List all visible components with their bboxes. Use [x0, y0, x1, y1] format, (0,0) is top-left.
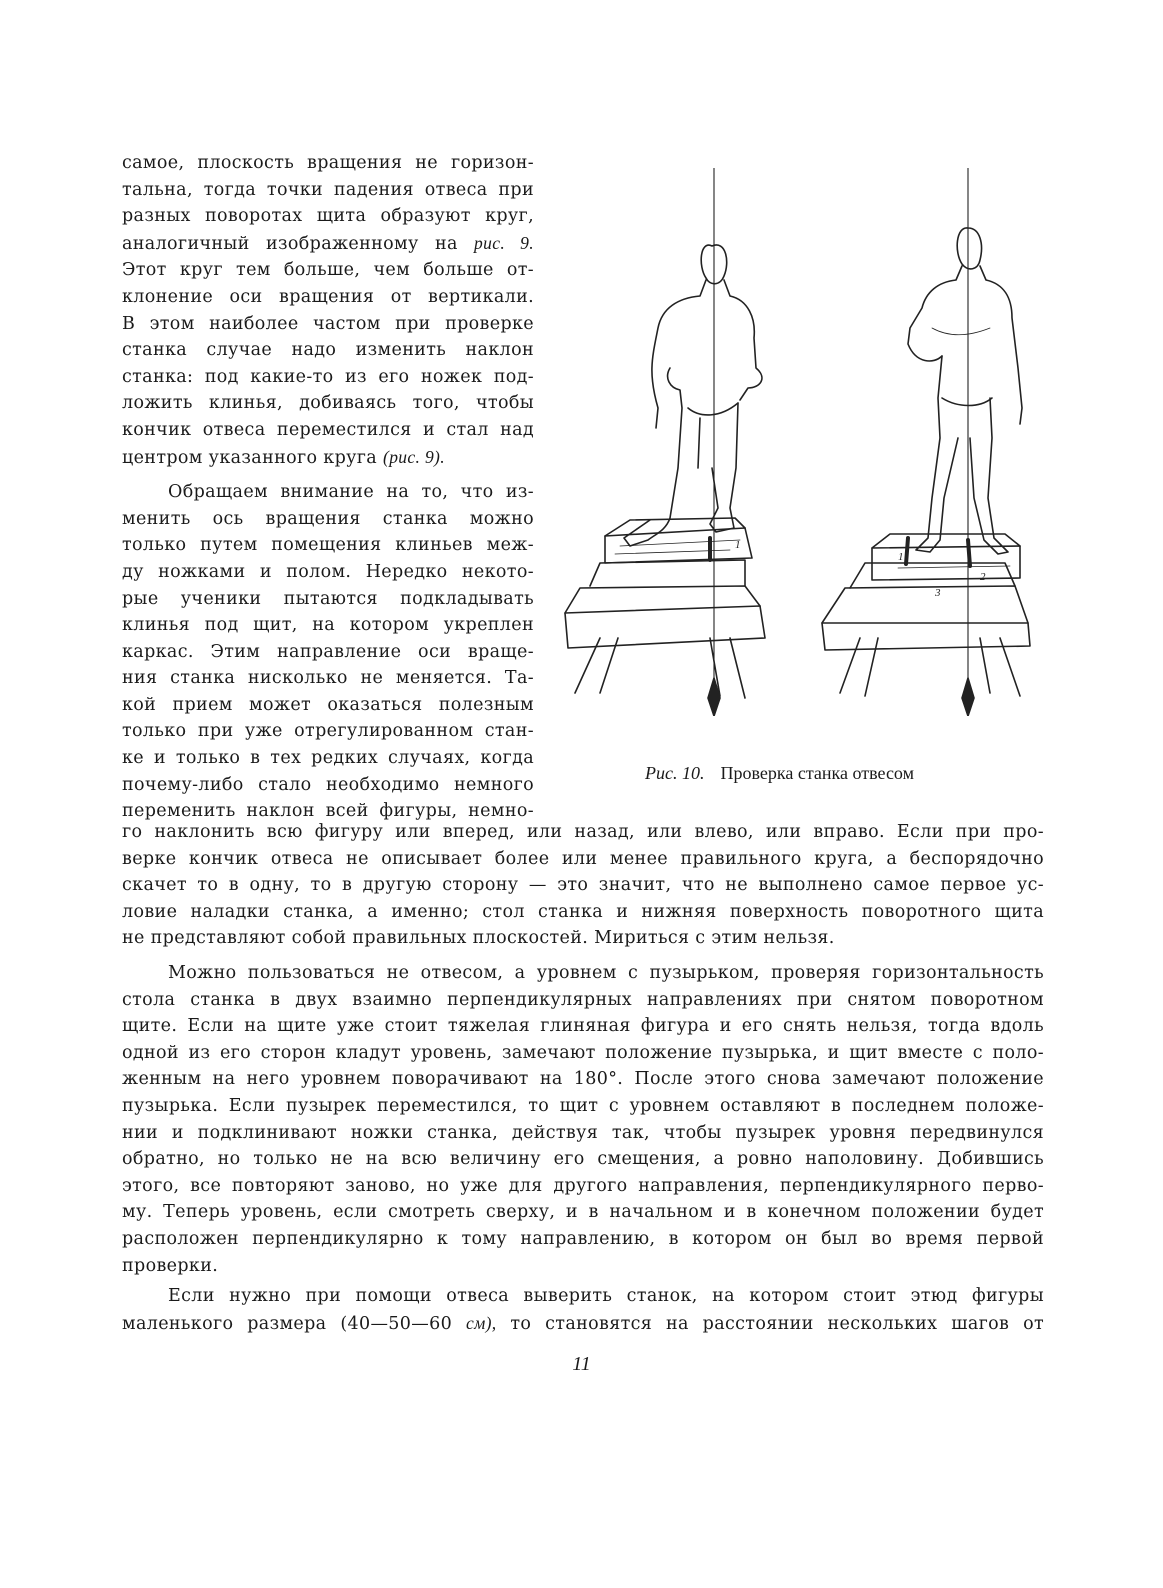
left-column: [122, 150, 534, 825]
text-line: стола станка в двух взаимно перпендикулярных направлениях при снятом поворотном: [122, 989, 1044, 1010]
text-line: не представляют собой правильных плоскостей. Мириться с этим нельзя.: [122, 928, 835, 949]
text-line: кончик отвеса переместился и стал над: [122, 419, 534, 440]
text-line: пузырька. Если пузырек переместился, то щит с уровнем оставляют в последнем положе-: [122, 1095, 1044, 1116]
mark-label: 1: [898, 551, 904, 563]
figure-caption: [645, 763, 914, 784]
text-line: разных поворотах щита образуют круг,: [122, 206, 534, 227]
text-line: ловие наладки станка, а именно; стол станка и нижняя поверхность поворотного щита: [122, 901, 1044, 922]
unit-text: см),: [465, 1312, 497, 1333]
text-line: кой прием может оказаться полезным: [122, 694, 534, 715]
text-line: только при уже отрегулированном стан-: [122, 721, 534, 742]
figure-reference: (рис. 9).: [383, 446, 445, 467]
text-line: расположен перпендикулярно к тому направлению, в котором он был во время первой: [122, 1228, 1044, 1249]
text-line: центром указанного круга (рис. 9).: [122, 446, 445, 468]
text-line: каркас. Этим направление оси враще-: [122, 641, 534, 662]
figure-reference: рис. 9.: [474, 232, 534, 253]
page-number: 11: [572, 1353, 591, 1375]
text-line: Если нужно при помощи отвеса выверить станок, на котором стоит этюд фигуры: [168, 1286, 1044, 1306]
caption-text: Проверка станка отвесом: [720, 763, 914, 783]
caption-number: Рис. 10.: [645, 763, 705, 783]
text-line: самое, плоскость вращения не горизон-: [122, 153, 534, 173]
text-line: го наклонить всю фигуру или вперед, или назад, или влево, или вправо. Если при про-: [122, 822, 1044, 842]
text-line: В этом наиболее частом при проверке: [122, 313, 534, 334]
text-line: ке и только в тех редких случаях, когда: [122, 748, 534, 769]
text-line: аналогичный изображенному на рис. 9.: [122, 232, 534, 254]
left-stand: [565, 168, 765, 716]
text-line: рые ученики пытаются подкладывать: [122, 588, 534, 609]
text-line: маленького размера (40—50—60 см), то становятся на расстоянии нескольких шагов от: [122, 1312, 1045, 1334]
text-line: верке кончик отвеса не описывает более или менее правильного круга, а беспорядочно: [122, 848, 1044, 869]
text-line: клонение оси вращения от вертикали.: [122, 286, 534, 307]
text-line: только путем помещения клиньев меж-: [122, 535, 534, 556]
mark-label: 3: [935, 587, 941, 599]
text-line: Обращаем внимание на то, что из-: [168, 482, 534, 503]
text-line: клинья под щит, на котором укреплен: [122, 615, 534, 636]
paragraph-4: [122, 1283, 1044, 1337]
text-line: Можно пользоваться не отвесом, а уровнем с пузырьком, проверяя горизонтальность: [168, 963, 1044, 983]
text-line: переменить наклон всей фигуры, немно-: [122, 801, 534, 822]
figure-illustration: [560, 168, 1044, 716]
text-line: ложить клинья, добиваясь того, чтобы: [122, 393, 534, 414]
text-line: проверки.: [122, 1255, 219, 1276]
text-line: скачет то в одну, то в другую сторону — это значит, что не выполнено самое первое ус-: [122, 875, 1044, 896]
text-line: му. Теперь уровень, если смотреть сверху, и в начальном и в конечном положении будет: [122, 1202, 1044, 1223]
mark-label: 1: [735, 539, 741, 551]
paragraph-2: [122, 479, 534, 825]
text-line: Этот круг тем больше, чем больше от-: [122, 260, 534, 281]
paragraph-3: [122, 960, 1044, 1279]
paragraph-1: [122, 150, 534, 471]
text-line: ния станка нисколько не меняется. Та-: [122, 668, 534, 689]
text-line: этого, все повторяют заново, но уже для другого направления, перпендикулярного перво-: [122, 1175, 1044, 1196]
text-line: обратно, но только не на всю величину его смещения, а ровно наполовину. Добившись: [122, 1149, 1044, 1170]
right-stand: [822, 168, 1030, 716]
text-line: почему-либо стало необходимо немного: [122, 774, 534, 795]
continuation-text: [122, 819, 1044, 952]
mark-label: 2: [980, 571, 986, 583]
text-line: щите. Если на щите уже стоит тяжелая глиняная фигура и его снять нельзя, тогда вдоль: [122, 1016, 1044, 1037]
text-line: женным на него уровнем поворачивают на 180°. После этого снова замечают положение: [122, 1069, 1044, 1090]
text-line: тальна, тогда точки падения отвеса при: [122, 179, 534, 200]
text-line: менить ось вращения станка можно: [122, 508, 534, 529]
text-line: ду ножками и полом. Нередко некото-: [122, 561, 534, 582]
text-line: станка случае надо изменить наклон: [122, 340, 534, 361]
text-line: нии и подклинивают ножки станка, действуя так, чтобы пузырек уровня передвинулся: [122, 1122, 1044, 1143]
text-line: станка: под какие-то из его ножек под-: [122, 366, 534, 387]
text-line: одной из его сторон кладут уровень, замечают положение пузырька, и щит вместе с поло-: [122, 1042, 1044, 1063]
